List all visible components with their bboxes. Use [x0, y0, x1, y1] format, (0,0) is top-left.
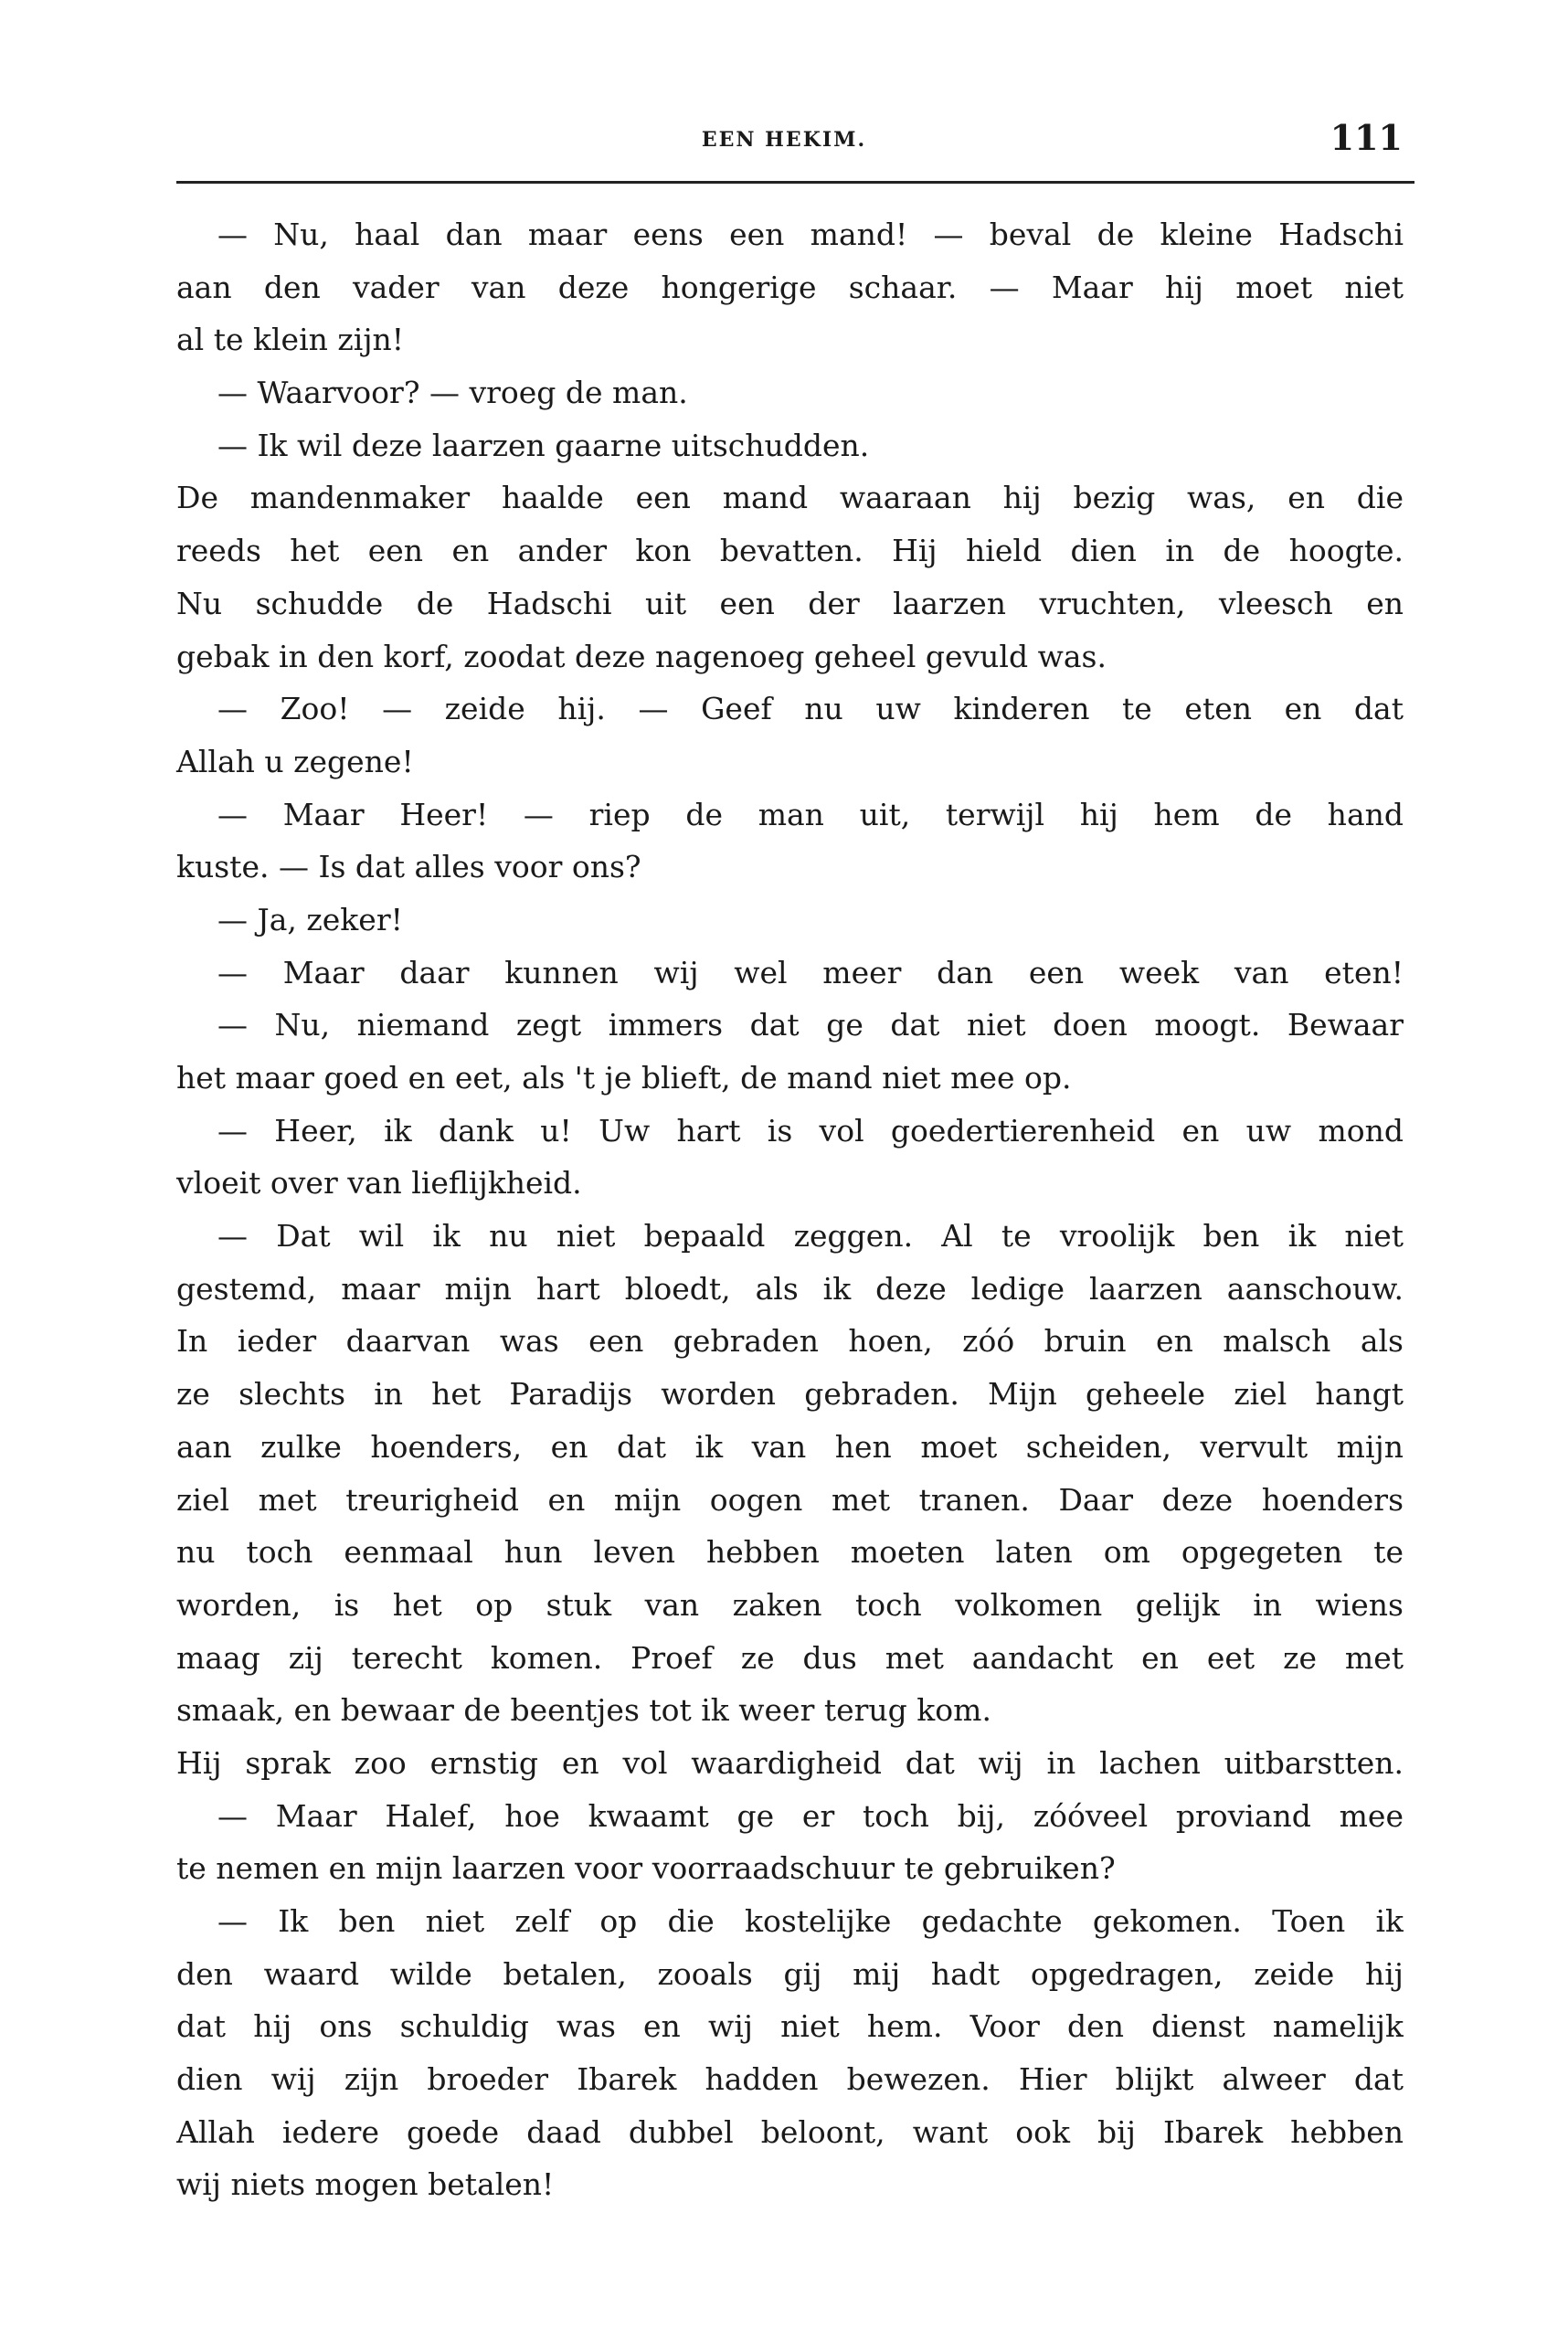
page-body-text	[176, 208, 1404, 2211]
text-line: Hij sprak zoo ernstig en vol waardigheid dat wij in lachen uitbarstten.	[176, 1744, 1404, 1781]
text-line: vloeit over van lieflijkheid.	[176, 1165, 582, 1202]
text-line: — Maar Heer! — riep de man uit, terwijl hij hem de hand	[217, 796, 1404, 832]
text-line: ziel met treurigheid en mijn oogen met tranen. Daar deze hoenders	[176, 1481, 1404, 1518]
text-line: — Maar daar kunnen wij wel meer dan een week van eten!	[217, 954, 1404, 990]
text-line: worden, is het op stuk van zaken toch volkomen gelijk in wiens	[176, 1586, 1404, 1623]
text-line: — Maar Halef, hoe kwaamt ge er toch bij, zóóveel proviand mee	[217, 1797, 1404, 1834]
text-line: dien wij zijn broeder Ibarek hadden bewezen. Hier blijkt alweer dat	[176, 2061, 1404, 2098]
page-number: 111	[1330, 117, 1403, 158]
text-line: — Nu, haal dan maar eens een mand! — beval de kleine Hadschi	[217, 217, 1404, 252]
text-line: — Ik ben niet zelf op die kostelijke gedachte gekomen. Toen ik	[217, 1903, 1404, 1939]
text-line: aan zulke hoenders, en dat ik van hen moet scheiden, vervult mijn	[176, 1428, 1404, 1465]
text-line: den waard wilde betalen, zooals gij mij hadt opgedragen, zeide hij	[176, 1955, 1404, 1992]
text-line: — Ja, zeker!	[217, 901, 403, 937]
text-line: — Heer, ik dank u! Uw hart is vol goedertierenheid en uw mond	[217, 1112, 1404, 1149]
text-line: reeds het een en ander kon bevatten. Hij hield dien in de hoogte.	[176, 533, 1404, 569]
text-line: De mandenmaker haalde een mand waaraan hij bezig was, en die	[176, 480, 1404, 516]
text-line: al te klein zijn!	[176, 322, 405, 358]
text-line: — Zoo! — zeide hij. — Geef nu uw kinderen te eten en dat	[217, 691, 1404, 727]
text-line: smaak, en bewaar de beentjes tot ik weer terug kom.	[176, 1692, 991, 1729]
text-line: gestemd, maar mijn hart bloedt, als ik deze ledige laarzen aanschouw.	[176, 1270, 1404, 1307]
header-rule	[176, 181, 1414, 184]
text-line: Allah u zegene!	[176, 743, 414, 779]
text-line: — Waarvoor? — vroeg de man.	[217, 375, 688, 411]
text-line: te nemen en mijn laarzen voor voorraadschuur te gebruiken?	[176, 1850, 1116, 1887]
text-line: Allah iedere goede daad dubbel beloont, want ook bij Ibarek hebben	[176, 2113, 1404, 2150]
text-line: wij niets mogen betalen!	[176, 2166, 555, 2203]
text-line: dat hij ons schuldig was en wij niet hem. Voor den dienst namelijk	[176, 2008, 1404, 2045]
text-line: het maar goed en eet, als 't je blieft, de mand niet mee op.	[176, 1060, 1072, 1096]
text-line: nu toch eenmaal hun leven hebben moeten laten om opgegeten te	[176, 1534, 1404, 1571]
text-line: aan den vader van deze hongerige schaar. — Maar hij moet niet	[176, 269, 1404, 305]
text-line: In ieder daarvan was een gebraden hoen, zóó bruin en malsch als	[176, 1323, 1404, 1360]
running-title: EEN HEKIM.	[701, 128, 867, 152]
text-line: maag zij terecht komen. Proef ze dus met aandacht en eet ze met	[176, 1639, 1404, 1676]
text-line: — Dat wil ik nu niet bepaald zeggen. Al te vroolijk ben ik niet	[217, 1218, 1404, 1255]
text-line: ze slechts in het Paradijs worden gebraden. Mijn geheele ziel hangt	[176, 1376, 1404, 1413]
text-line: — Ik wil deze laarzen gaarne uitschudden.	[217, 427, 870, 463]
text-line: — Nu, niemand zegt immers dat ge dat niet doen moogt. Bewaar	[217, 1007, 1404, 1043]
text-line: kuste. — Is dat alles voor ons?	[176, 849, 641, 885]
text-line: gebak in den korf, zoodat deze nagenoeg geheel gevuld was.	[176, 638, 1107, 674]
text-line: Nu schudde de Hadschi uit een der laarzen vruchten, vleesch en	[176, 585, 1404, 621]
